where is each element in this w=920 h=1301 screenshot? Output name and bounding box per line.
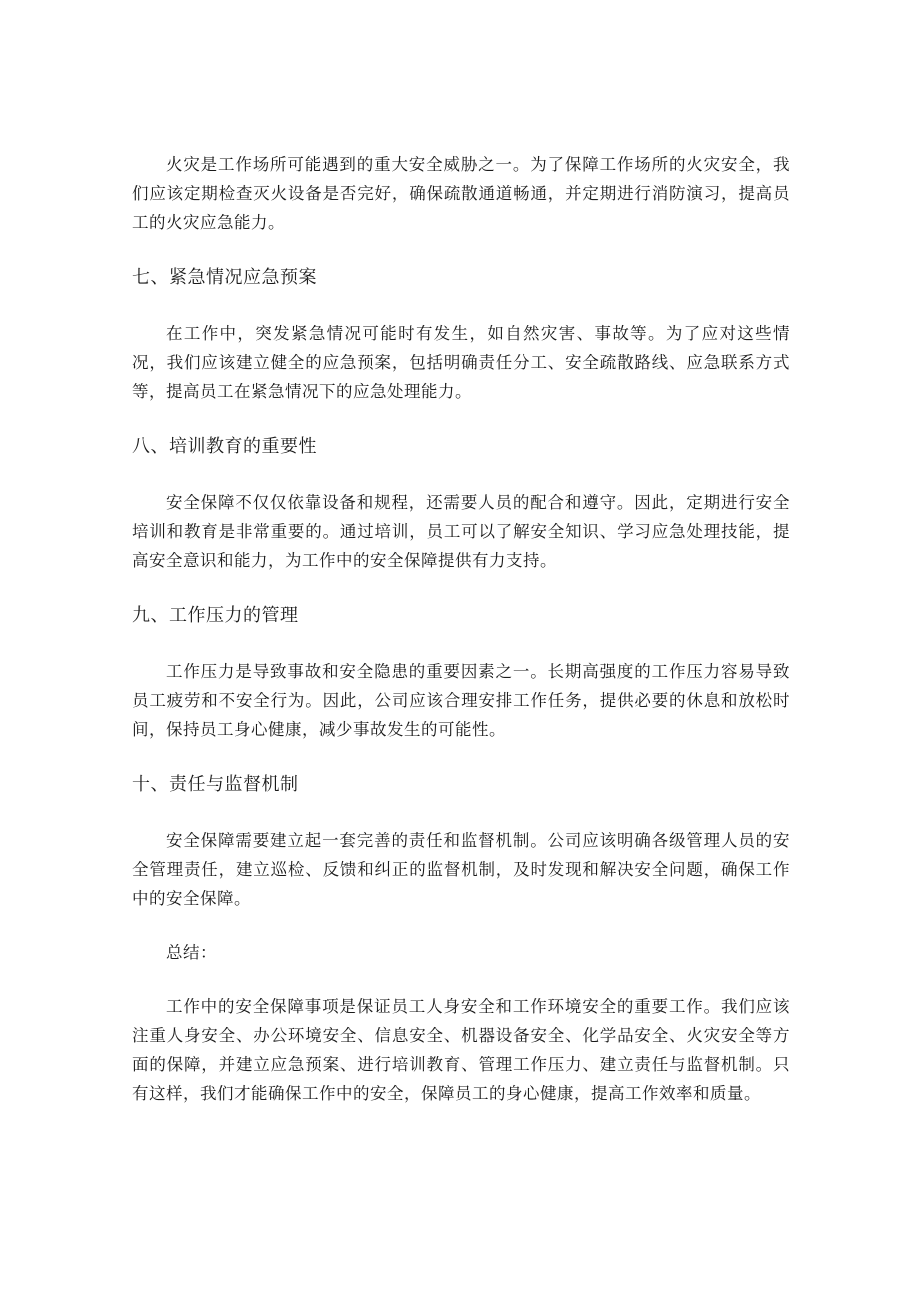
summary-label: 总结：: [166, 943, 217, 962]
section-heading-responsibility: 十、责任与监督机制: [132, 774, 299, 795]
paragraph-emergency-plan: 在工作中，突发紧急情况可能时有发生，如自然灾害、事故等。为了应对这些情况，我们应该建立健全的应急预案，包括明确责任分工、安全疏散路线、应急联系方式等，提高员工在紧急情况下的应急处理能力。: [132, 324, 790, 401]
paragraph-training: 安全保障不仅仅依靠设备和规程，还需要人员的配合和遵守。因此，定期进行安全培训和教育是非常重要的。通过培训，员工可以了解安全知识、学习应急处理技能，提高安全意识和能力，为工作中的安全保障提供有力支持。: [132, 493, 790, 570]
section-heading-work-pressure: 九、工作压力的管理: [132, 605, 299, 626]
paragraph-fire-safety: 火灾是工作场所可能遇到的重大安全威胁之一。为了保障工作场所的火灾安全，我们应该定期检查灭火设备是否完好，确保疏散通道畅通，并定期进行消防演习，提高员工的火灾应急能力。: [132, 155, 790, 232]
section-heading-emergency-plan: 七、紧急情况应急预案: [132, 267, 317, 288]
paragraph-work-pressure: 工作压力是导致事故和安全隐患的重要因素之一。长期高强度的工作压力容易导致员工疲劳和不安全行为。因此，公司应该合理安排工作任务，提供必要的休息和放松时间，保持员工身心健康，减少事故发生的可能性。: [132, 662, 790, 739]
section-heading-training: 八、培训教育的重要性: [132, 436, 317, 457]
paragraph-responsibility: 安全保障需要建立起一套完善的责任和监督机制。公司应该明确各级管理人员的安全管理责任，建立巡检、反馈和纠正的监督机制，及时发现和解决安全问题，确保工作中的安全保障。: [132, 831, 790, 908]
paragraph-summary: 工作中的安全保障事项是保证员工人身安全和工作环境安全的重要工作。我们应该注重人身安全、办公环境安全、信息安全、机器设备安全、化学品安全、火灾安全等方面的保障，并建立应急预案、进行培训教育、管理工作压力、建立责任与监督机制。只有这样，我们才能确保工作中的安全，保障员工的身心健康，提高工作效率和质量。: [132, 997, 790, 1103]
